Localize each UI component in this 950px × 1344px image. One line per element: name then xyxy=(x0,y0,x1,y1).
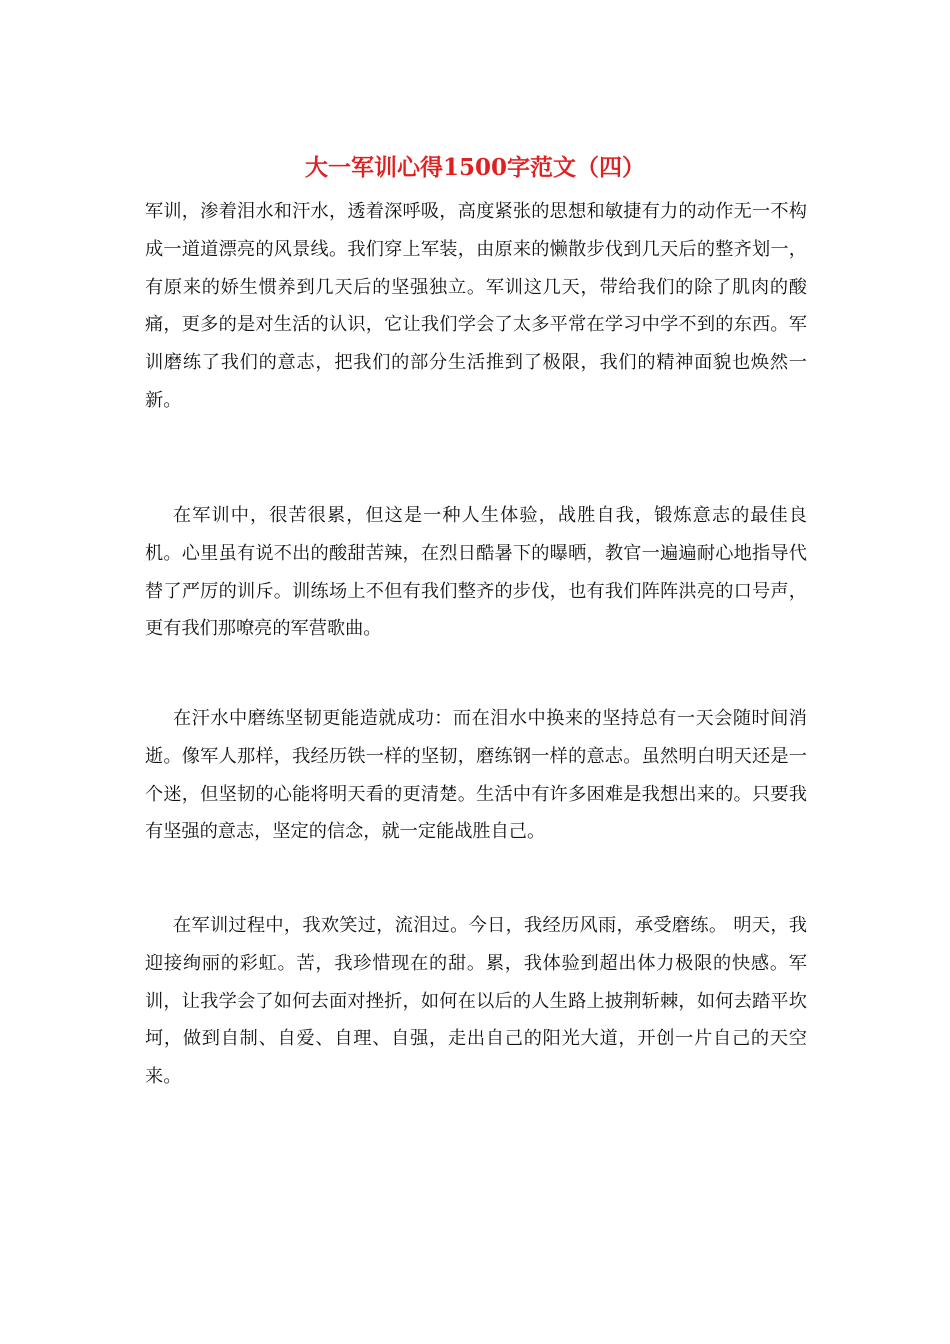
document-title: 大一军训心得1500字范文（四） xyxy=(304,154,645,181)
paragraph-4: 在军训过程中，我欢笑过，流泪过。今日，我经历风雨，承受磨练。 明天，我迎接绚丽的彩虹。苦，我珍惜现在的甜。累，我体验到超出体力极限的快感。军训，让我学会了如何去面对挫折，如何在以后的人生路上披荆斩棘，如何去踏平坎坷，做到自制、自爱、自理、自强，走出自己的阳光大道，开创一片自己的天空来。 xyxy=(145,915,807,1088)
paragraph-3: 在汗水中磨练坚韧更能造就成功：而在泪水中换来的坚持总有一天会随时间消逝。像军人那样，我经历铁一样的坚韧，磨练钢一样的意志。虽然明白明天还是一个迷，但坚韧的心能将明天看的更清楚。生活中有许多困难是我想出来的。只要我有坚强的意志，坚定的信念，就一定能战胜自己。 xyxy=(145,708,807,843)
paragraph-2: 在军训中，很苦很累，但这是一种人生体验，战胜自我，锻炼意志的最佳良机。心里虽有说不出的酸甜苦辣，在烈日酷暑下的曝晒，教官一遍遍耐心地指导代替了严厉的训斥。训练场上不但有我们整齐的步伐，也有我们阵阵洪亮的口号声，更有我们那嘹亮的军营歌曲。 xyxy=(145,505,807,640)
paragraph-1: 军训，渗着泪水和汗水，透着深呼吸，高度紧张的思想和敏捷有力的动作无一不构成一道道漂亮的风景线。我们穿上军装，由原来的懒散步伐到几天后的整齐划一，有原来的娇生惯养到几天后的坚强独立。军训这几天，带给我们的除了肌肉的酸痛，更多的是对生活的认识，它让我们学会了太多平常在学习中学不到的东西。军训磨练了我们的意志，把我们的部分生活推到了极限，我们的精神面貌也焕然一新。 xyxy=(145,201,807,411)
